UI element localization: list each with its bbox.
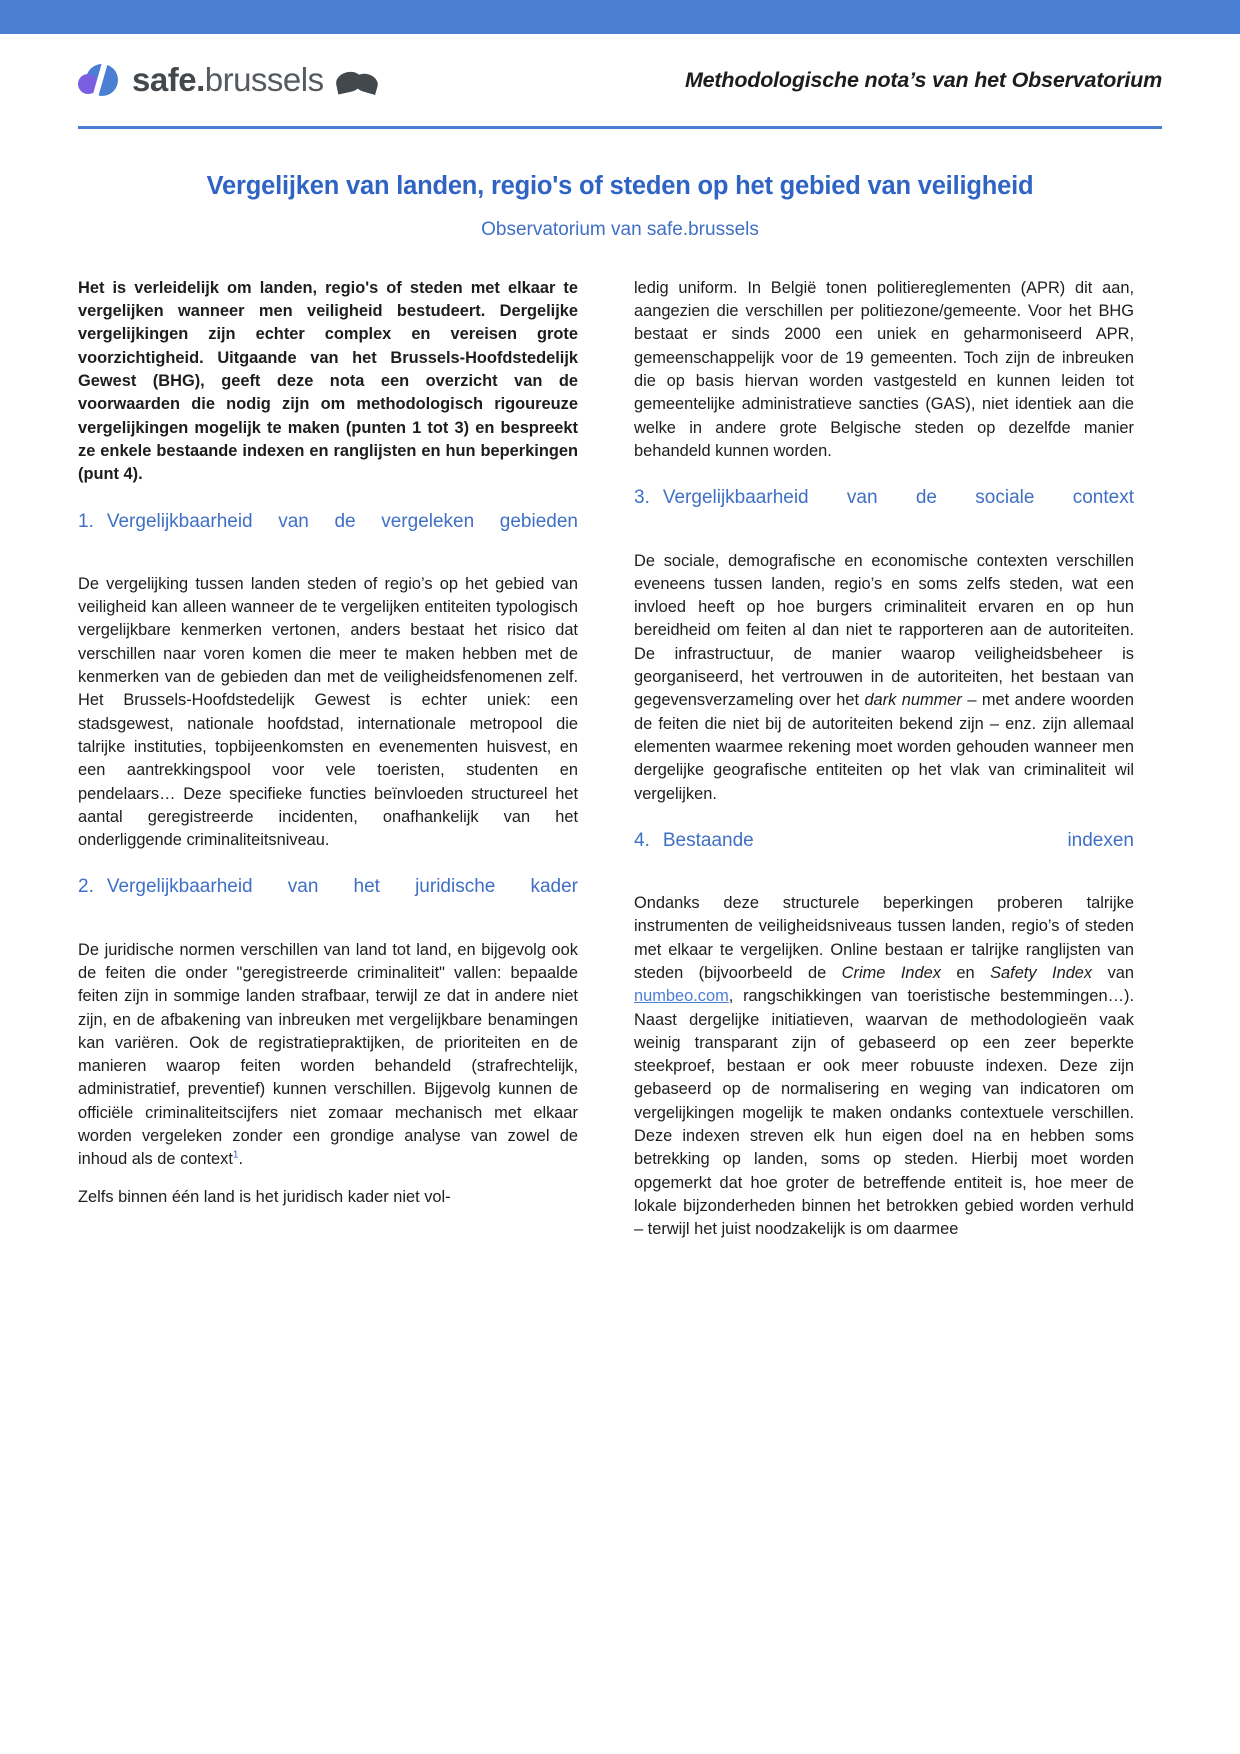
section-3-title: Vergelijkbaarheid van de sociale context [662, 487, 1134, 509]
section-2-title: Vergelijkbaarheid van het juridische kader [106, 876, 578, 898]
header-title: Methodologische nota’s van het Observatorium [684, 67, 1162, 92]
section-4-text-b: en [940, 963, 991, 982]
section-heading-3 [634, 485, 1134, 536]
heart-leaf-icon [336, 66, 382, 94]
footnote-marker-1[interactable]: 1 [232, 1149, 239, 1161]
section-3-body [634, 550, 1134, 806]
title-block [0, 129, 1240, 241]
section-heading-2 [78, 874, 578, 925]
section-heading-1 [78, 509, 578, 560]
continued-paragraph: ledig uniform. In België tonen politiereglementen (APR) dit aan, aangezien die verschillen per politiezone/gemeente. Voor het BHG bestaat er sinds 2000 een uniek en geharmoniseerd APR, gemeenschappelijk voor de 19 gemeenten. Toch zijn de inbreuken die op basis hiervan worden vastgesteld en kunnen leiden tot gemeentelijke administratieve sancties (GAS), niet identiek aan die welke in andere grote Belgische steden op dezelfde manier behandeld kunnen worden. [634, 278, 1134, 460]
logo-safe-brussels [78, 58, 382, 102]
section-2-body-second: Zelfs binnen één land is het juridisch kader niet vol- [78, 1187, 451, 1206]
section-2-body-period: . [238, 1150, 244, 1169]
left-column [78, 277, 578, 1256]
logo-word-brussels: brussels [204, 61, 324, 98]
section-2-number: 2. [78, 876, 94, 898]
section-4-italic-crime-index: Crime Index [841, 963, 941, 982]
right-column [634, 277, 1134, 1256]
numbeo-link[interactable]: numbeo.com [634, 987, 729, 1006]
article-body [0, 241, 1240, 1256]
section-4-text-a: Ondanks deze structurele beperkingen proberen talrijke instrumenten de veiligheidsniveaus tussen landen, regio’s of steden met elkaar te vergelijken. Online bestaan er talrijke ranglijsten van steden (bijvoorbeeld de [634, 894, 1134, 982]
section-3-number: 3. [634, 487, 650, 509]
section-4-title: Bestaande indexen [662, 829, 1134, 851]
logo-wordmark [132, 61, 324, 99]
section-4-body [634, 892, 1134, 1241]
section-3-text-a: De sociale, demografische en economische contexten verschillen eveneens tussen landen, regio’s en soms zelfs steden, wat een invloed heeft op hoe burgers criminaliteit ervaren en op hun bereidheid om feiten al dan niet te rapporteren aan de autoriteiten. De infrastructuur, de manier waarop veiligheidsbeheer is georganiseerd, het vertrouwen in de autoriteiten, het bestaan van gegevensverzameling over het [634, 551, 1134, 710]
page-header [0, 34, 1240, 126]
section-heading-4 [634, 828, 1134, 879]
top-accent-bar [0, 0, 1240, 34]
section-4-text-d: , rangschikkingen van toeristische bestemmingen…). Naast dergelijke initiatieven, waarvan de methodologieën vaak weinig transparant zijn of gebaseerd op een zeer beperkte steekproef, bestaan er ook meer robuuste indexen. Deze zijn gebaseerd op de normalisering en weging van indicatoren om vergelijkingen mogelijk te maken ondanks contextuele verschillen. Deze indexen streven elk hun eigen doel na en hebben soms betrekking op landen, soms op steden. Hierbij moet worden opgemerkt dat hoe groter de betreffende entiteit is, hoe meer de lokale bijzonderheden binnen het betrokken gebied worden verhuld – terwijl het juist noodzakelijk is om daarmee [634, 987, 1134, 1239]
section-1-body: De vergelijking tussen landen steden of regio’s op het gebied van veiligheid kan alleen wanneer de te vergelijken entiteiten typologisch vergelijkbare kenmerken vertonen, anders bestaat het risico dat verschillen naar voren komen die meer te maken hebben met de kenmerken van de gebieden dan met de veiligheidsfenomenen zelf. Het Brussels-Hoofdstedelijk Gewest is echter uniek: een stadsgewest, nationale hoofdstad, internationale metropool die talrijke instituties, topbijeenkomsten en evenementen huisvest, en een aantrekkingspool voor vele toeristen, studenten en pendelaars… Deze specifieke functies beïnvloeden structureel het aantal geregistreerde incidenten, onafhankelijk van het onderliggende criminaliteitsniveau. [78, 574, 578, 850]
section-2-body-text: De juridische normen verschillen van land tot land, en bijgevolg ook de feiten die onder "geregistreerde criminaliteit" vallen: bepaalde feiten zijn in sommige landen strafbaar, terwijl ze dat in andere niet zijn, en de afbakening van inbreuken met vergelijkbare benamingen kan variëren. Ook de registratiepraktijken, de prioriteiten en de manieren waarop feiten worden behandeld (strafrechtelijk, administratief, preventief) kunnen verschillen. Bijgevolg kunnen de officiële criminaliteitscijfers niet zomaar mechanisch met elkaar worden vergeleken zonder een grondige analyse van zowel de inhoud als de context [78, 940, 578, 1169]
section-1-title: Vergelijkbaarheid van de vergeleken gebieden [106, 510, 578, 532]
safe-brussels-logomark-icon [78, 58, 122, 102]
section-3-italic-dark-nummer: dark nummer [864, 691, 962, 710]
section-1-number: 1. [78, 510, 94, 532]
page-title: Vergelijken van landen, regio's of steden op het gebied van veiligheid [206, 172, 1034, 200]
section-2-body-first [78, 939, 578, 1172]
page-subtitle: Observatorium van safe.brussels [481, 218, 759, 240]
section-4-italic-safety-index: Safety Index [990, 963, 1093, 982]
logo-word-safe: safe [132, 61, 197, 98]
section-3-text-b: – met andere woorden de feiten die niet bij de autoriteiten bekend zijn – enz. zijn allemaal elementen waarmee rekening moet worden gehouden wanneer men dergelijke geografische entiteiten op het vlak van criminaliteit wil vergelijken. [634, 691, 1134, 803]
section-4-text-c: van [1092, 963, 1135, 982]
section-4-number: 4. [634, 829, 650, 851]
logo-word-dot: . [196, 61, 205, 98]
lead-paragraph: Het is verleidelijk om landen, regio's of steden met elkaar te vergelijken wanneer men veiligheid bestudeert. Dergelijke vergelijkingen zijn echter complex en vereisen grote voorzichtigheid. Uitgaande van het Brussels-Hoofdstedelijk Gewest (BHG), geeft deze nota een overzicht van de voorwaarden die nodig zijn om methodologisch rigoureuze vergelijkingen mogelijk te maken (punten 1 tot 3) en bespreekt ze enkele bestaande indexen en ranglijsten en hun beperkingen (punt 4). [78, 278, 578, 484]
